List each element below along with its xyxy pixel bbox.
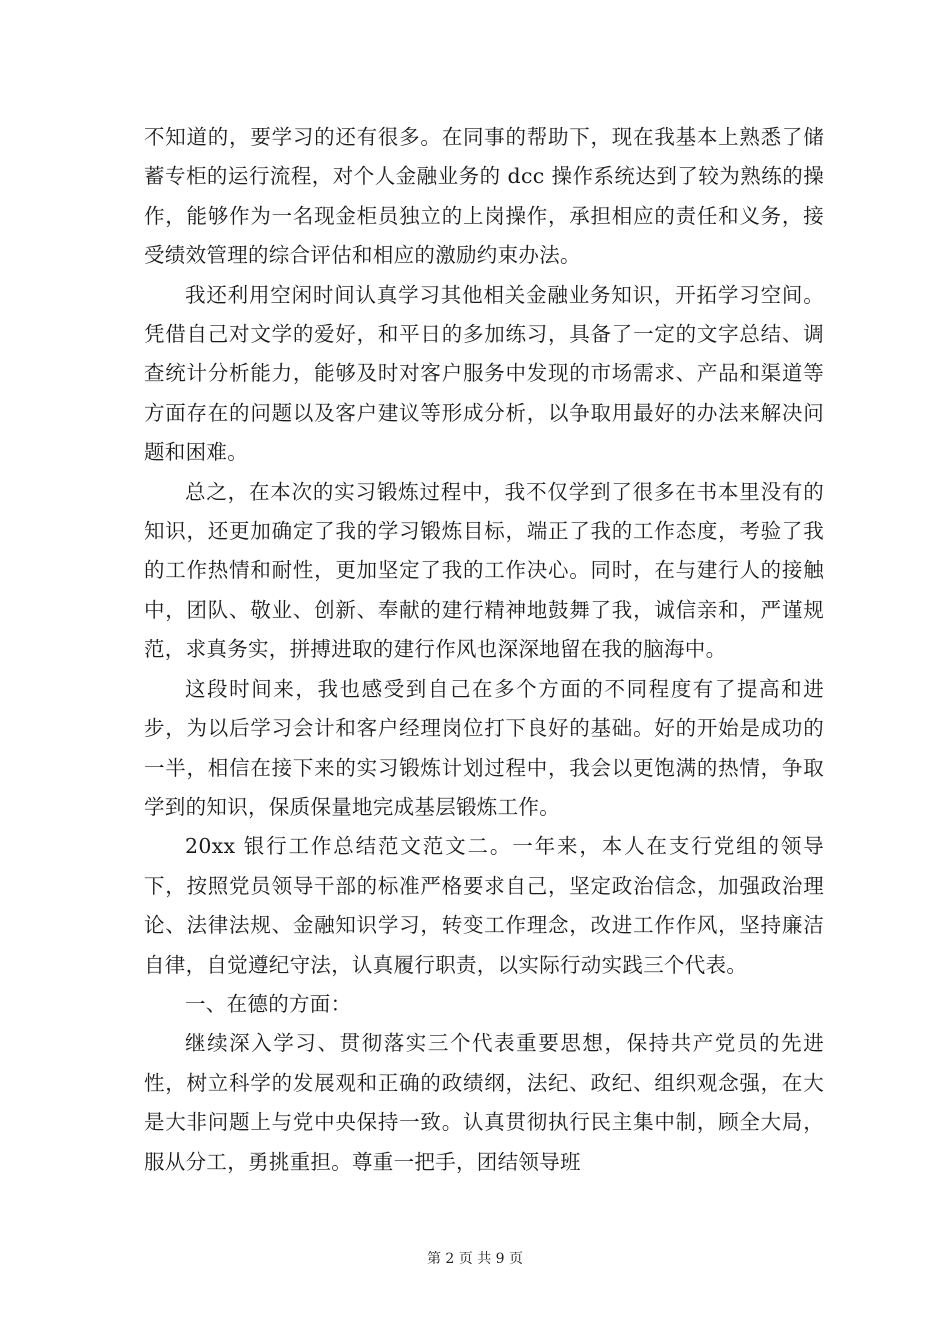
section-heading-virtue: 一、在德的方面： [185, 991, 352, 1016]
paragraph-7: 继续深入学习、贯彻落实三个代表重要思想，保持共产党员的先进性，树立科学的发展观和正确的政绩纲，法纪、政纪、组织观念强，在大是大非问题上与党中央保持一致。认真贯彻执行民主集中制，顾全大局，服从分工，勇挑重担。尊重一把手，团结领导班 [144, 1031, 824, 1174]
document-body [144, 118, 824, 1182]
paragraph-1: 不知道的，要学习的还有很多。在同事的帮助下，现在我基本上熟悉了储蓄专柜的运行流程，对个人金融业务的 dcc 操作系统达到了较为熟练的操作，能够作为一名现金柜员独立的上岗操作，承担相应的责任和义务，接受绩效管理的综合评估和相应的激励约束办法。 [144, 125, 824, 268]
paragraph-2: 我还利用空闲时间认真学习其他相关金融业务知识，开拓学习空间。凭借自己对文学的爱好，和平日的多加练习，具备了一定的文字总结、调查统计分析能力，能够及时对客户服务中发现的市场需求、产品和渠道等方面存在的问题以及客户建议等形成分析，以争取用最好的办法来解决问题和困难。 [144, 282, 824, 465]
paragraph-5: 20xx 银行工作总结范文范文二。一年来，本人在支行党组的领导下，按照党员领导干部的标准严格要求自己，坚定政治信念，加强政治理论、法律法规、金融知识学习，转变工作理念，改进工作作风，坚持廉洁自律，自觉遵纪守法，认真履行职责，以实际行动实践三个代表。 [144, 834, 824, 977]
page-number-footer: 第 2 页 共 9 页 [426, 1251, 524, 1267]
paragraph-3: 总之，在本次的实习锻炼过程中，我不仅学到了很多在书本里没有的知识，还更加确定了我的学习锻炼目标，端正了我的工作态度，考验了我的工作热情和耐性，更加坚定了我的工作决心。同时，在与建行人的接触中，团队、敬业、创新、奉献的建行精神地鼓舞了我，诚信亲和，严谨规范，求真务实，拼搏进取的建行作风也深深地留在我的脑海中。 [144, 479, 824, 662]
paragraph-4: 这段时间来，我也感受到自己在多个方面的不同程度有了提高和进步，为以后学习会计和客户经理岗位打下良好的基础。好的开始是成功的一半，相信在接下来的实习锻炼计划过程中，我会以更饱满的热情，争取学到的知识，保质保量地完成基层锻炼工作。 [144, 676, 824, 819]
